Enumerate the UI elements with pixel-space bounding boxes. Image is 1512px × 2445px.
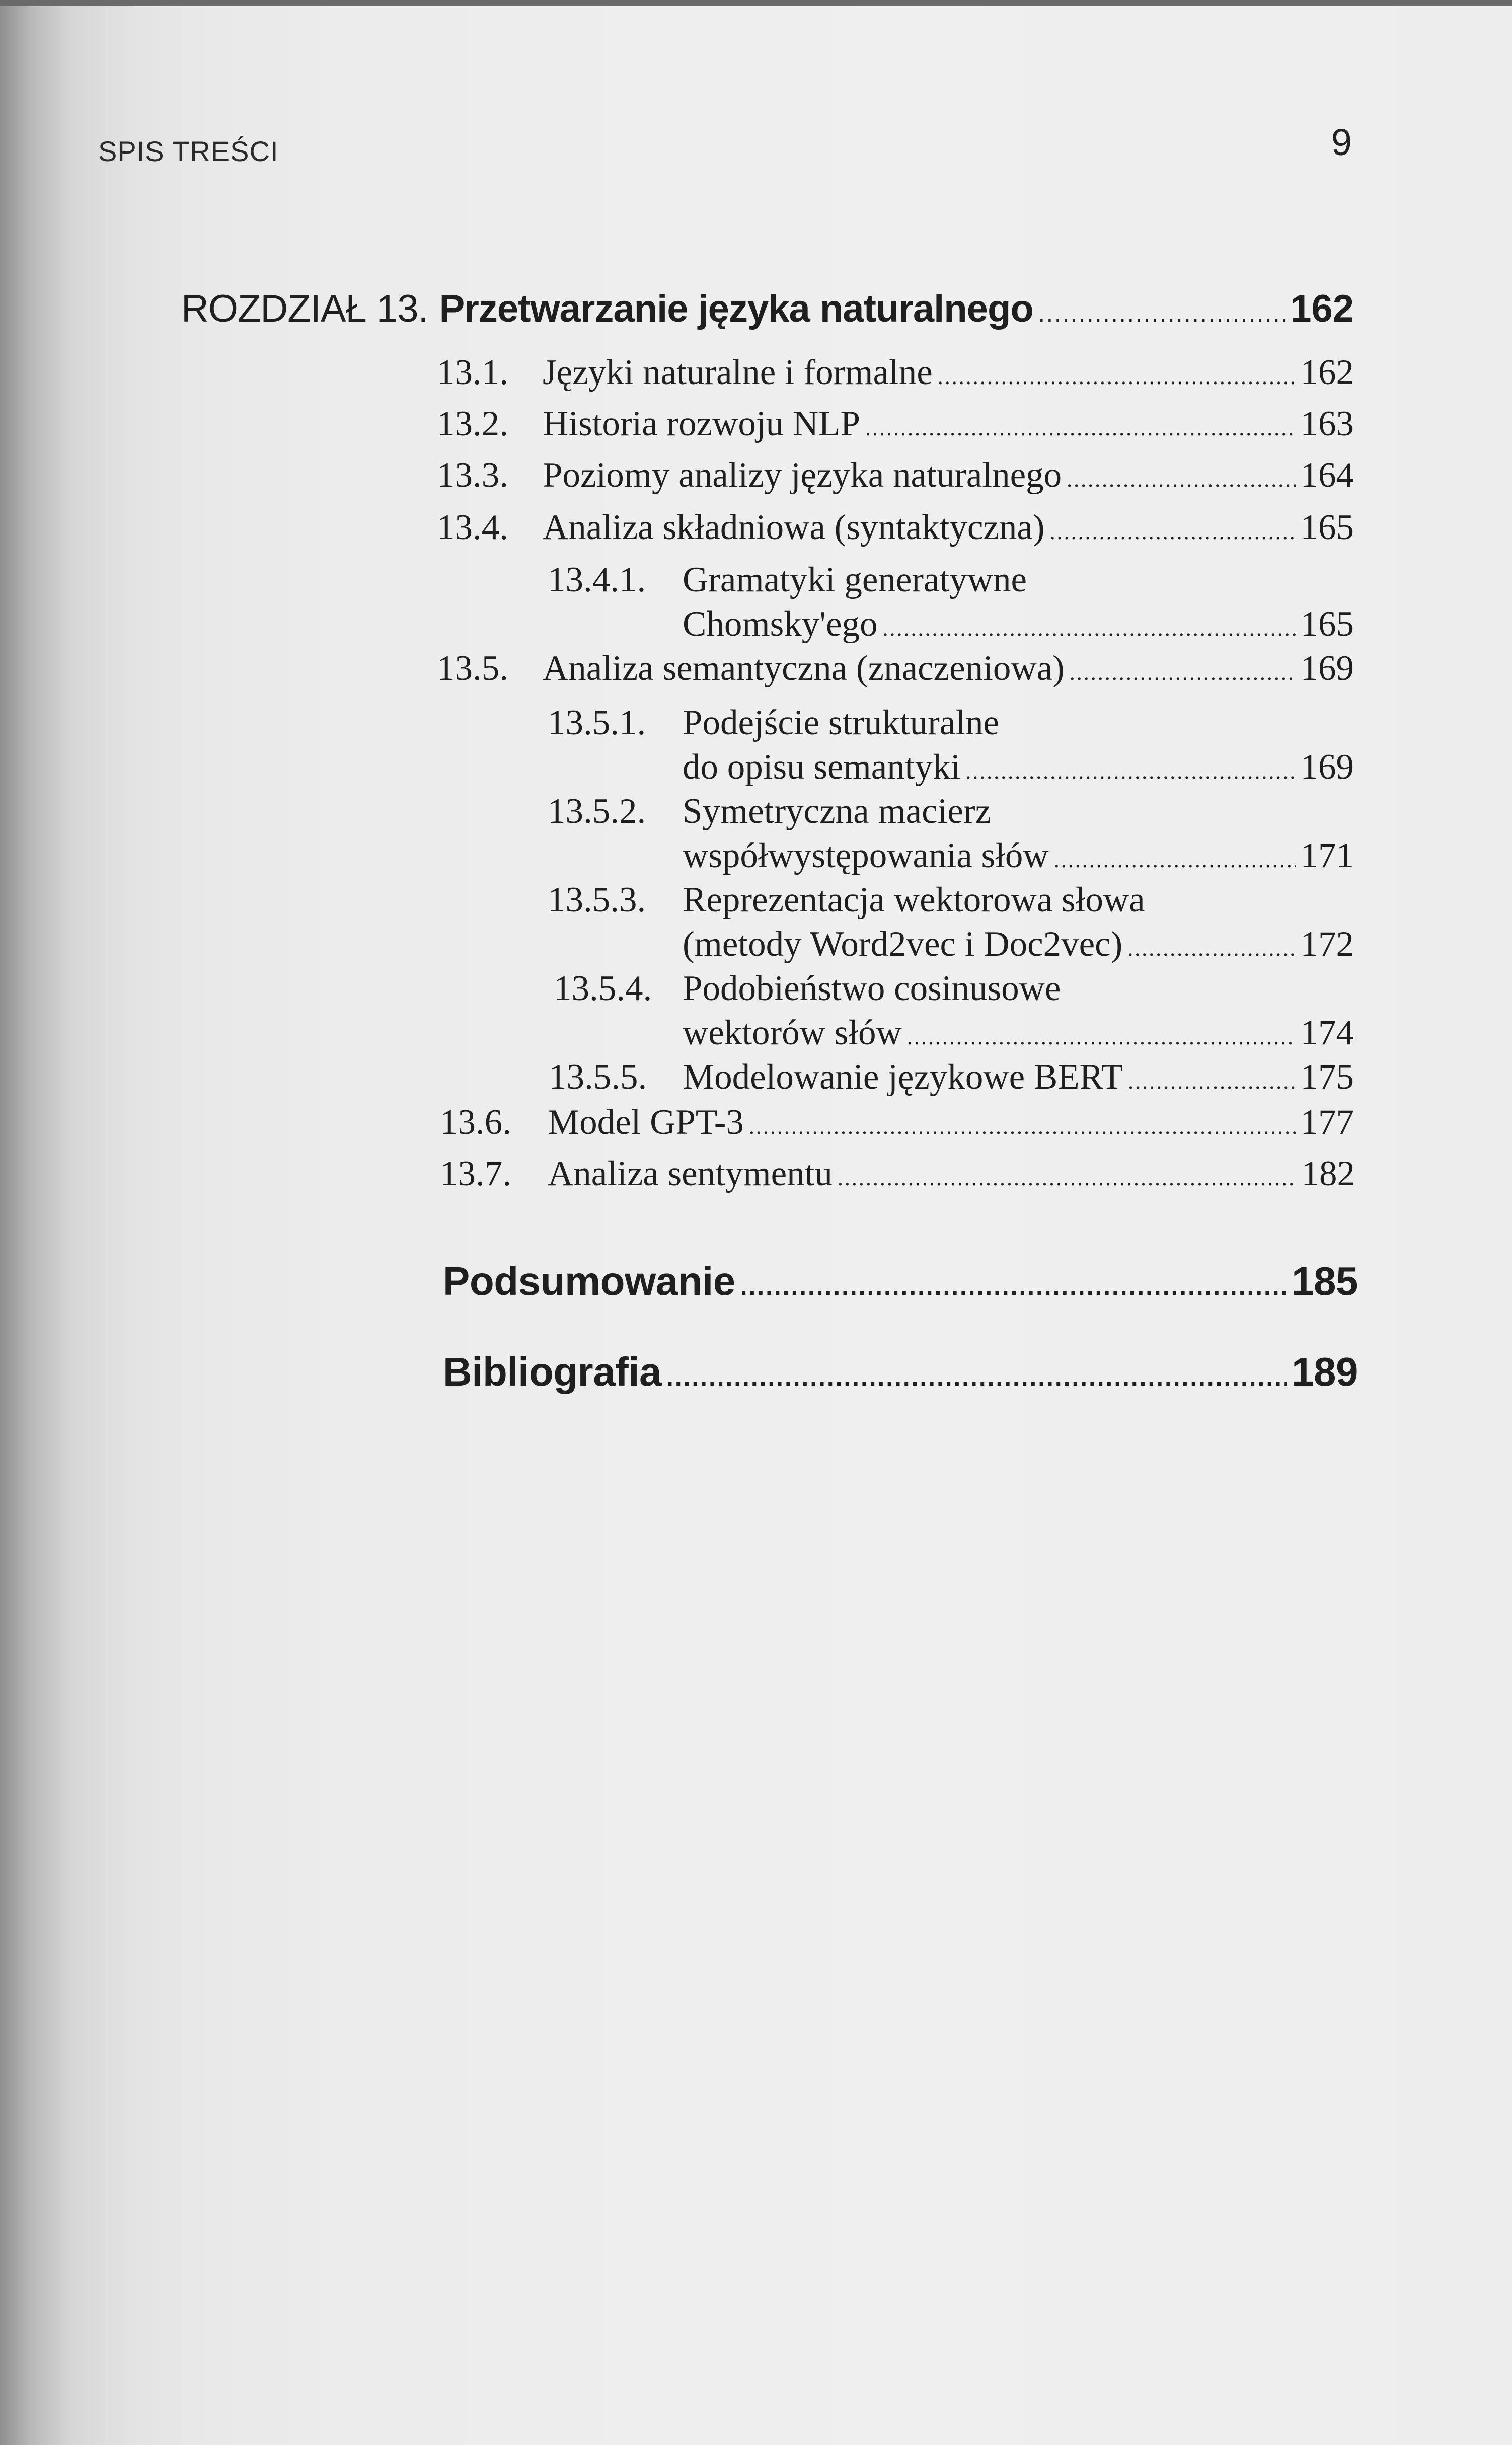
entry-title-line2: Chomsky'ego <box>683 604 878 644</box>
entry-title-line2: (metody Word2vec i Doc2vec) <box>683 925 1123 964</box>
leader-dots <box>1050 519 1296 545</box>
entry-page: 171 <box>1300 836 1354 875</box>
toc-chapter <box>181 287 1354 331</box>
leader-dots <box>740 1272 1287 1301</box>
entry-title: Historia rozwoju NLP <box>543 404 861 443</box>
entry-page: 172 <box>1300 925 1354 964</box>
entry-page: 165 <box>1300 508 1354 547</box>
entry-number: 13.2. <box>437 404 508 443</box>
bibliography-title: Bibliografia <box>443 1349 662 1394</box>
leader-dots <box>1070 660 1296 685</box>
toc-entry <box>440 1154 1355 1194</box>
entry-page: 169 <box>1300 649 1354 688</box>
toc-entry <box>437 404 1354 444</box>
entry-number: 13.6. <box>440 1103 511 1142</box>
toc-entry-line1 <box>548 791 991 832</box>
entry-number: 13.5.1. <box>548 703 646 742</box>
toc-entry <box>549 1057 1354 1098</box>
toc-entry <box>437 455 1354 496</box>
leader-dots <box>838 1165 1297 1191</box>
entry-title: Modelowanie językowe BERT <box>683 1057 1123 1097</box>
entry-number: 13.7. <box>440 1154 511 1193</box>
entry-number: 13.5. <box>437 649 508 688</box>
entry-title-line1: Reprezentacja wektorowa słowa <box>683 880 1145 920</box>
toc-entry <box>437 507 1354 548</box>
entry-number: 13.5.2. <box>548 792 646 831</box>
toc-entry-line1 <box>548 703 999 743</box>
entry-title: Analiza składniowa (syntaktyczna) <box>543 508 1045 547</box>
scan-edge <box>0 0 1512 6</box>
toc-entry <box>440 1102 1354 1143</box>
page-number: 9 <box>1331 121 1352 163</box>
leader-dots <box>883 616 1296 641</box>
entry-page: 163 <box>1300 404 1354 443</box>
toc-bibliography <box>443 1349 1358 1395</box>
running-head: SPIS TREŚCI <box>98 135 279 167</box>
leader-dots <box>965 758 1295 784</box>
entry-title-line1: Podejście strukturalne <box>683 703 999 742</box>
chapter-prefix: ROZDZIAŁ 13. <box>181 287 428 330</box>
toc-entry-line2 <box>683 1013 1354 1053</box>
entry-page: 164 <box>1300 455 1354 495</box>
leader-dots <box>907 1024 1296 1050</box>
entry-number: 13.5.4. <box>554 969 652 1008</box>
leader-dots <box>666 1362 1287 1392</box>
leader-dots <box>1038 299 1285 327</box>
toc-entry-line2 <box>683 747 1354 788</box>
entry-title-line1: Podobieństwo cosinusowe <box>683 969 1061 1008</box>
chapter-page: 162 <box>1290 287 1354 330</box>
toc-entry <box>437 648 1354 689</box>
bibliography-page: 189 <box>1292 1349 1358 1394</box>
toc-entry-line2 <box>683 835 1354 876</box>
toc-entry-line1 <box>554 968 1061 1009</box>
entry-page: 174 <box>1300 1013 1354 1052</box>
entry-page: 169 <box>1300 747 1354 787</box>
entry-page: 182 <box>1301 1154 1355 1193</box>
entry-number: 13.4.1. <box>548 560 646 599</box>
entry-number: 13.1. <box>437 353 508 392</box>
chapter-title: Przetwarzanie języka naturalnego <box>439 287 1033 330</box>
toc-entry-line2 <box>683 604 1354 645</box>
entry-title: Poziomy analizy języka naturalnego <box>543 455 1062 495</box>
entry-page: 175 <box>1300 1057 1354 1097</box>
entry-title-line2: współwystępowania słów <box>683 836 1049 875</box>
leader-dots <box>1054 847 1296 873</box>
entry-title: Model GPT-3 <box>548 1103 744 1142</box>
entry-number: 13.5.5. <box>549 1057 647 1097</box>
entry-title-line1: Symetryczna macierz <box>683 792 992 831</box>
entry-page: 177 <box>1300 1103 1354 1142</box>
toc-entry-line1 <box>548 560 1027 600</box>
summary-page: 185 <box>1292 1259 1358 1304</box>
toc-entry <box>437 352 1354 393</box>
summary-title: Podsumowanie <box>443 1259 735 1304</box>
entry-title-line2: do opisu semantyki <box>683 747 961 787</box>
leader-dots <box>1128 1068 1295 1094</box>
entry-page: 162 <box>1300 353 1354 392</box>
toc-entry-line1 <box>548 880 1145 921</box>
entry-number: 13.3. <box>437 455 508 495</box>
entry-title-line1: Gramatyki generatywne <box>683 560 1027 599</box>
entry-title: Analiza sentymentu <box>548 1154 833 1193</box>
leader-dots <box>865 415 1295 441</box>
entry-title: Analiza semantyczna (znaczeniowa) <box>543 649 1065 688</box>
entry-number: 13.4. <box>437 508 508 547</box>
leader-dots <box>1067 467 1295 492</box>
toc-summary <box>443 1258 1358 1305</box>
entry-page: 165 <box>1300 604 1354 644</box>
leader-dots <box>938 364 1296 390</box>
entry-title: Języki naturalne i formalne <box>543 353 933 392</box>
leader-dots <box>1127 936 1295 961</box>
toc-entry-line2 <box>683 924 1354 965</box>
leader-dots <box>749 1114 1296 1139</box>
entry-number: 13.5.3. <box>548 880 646 920</box>
entry-title-line2: wektorów słów <box>683 1013 902 1052</box>
